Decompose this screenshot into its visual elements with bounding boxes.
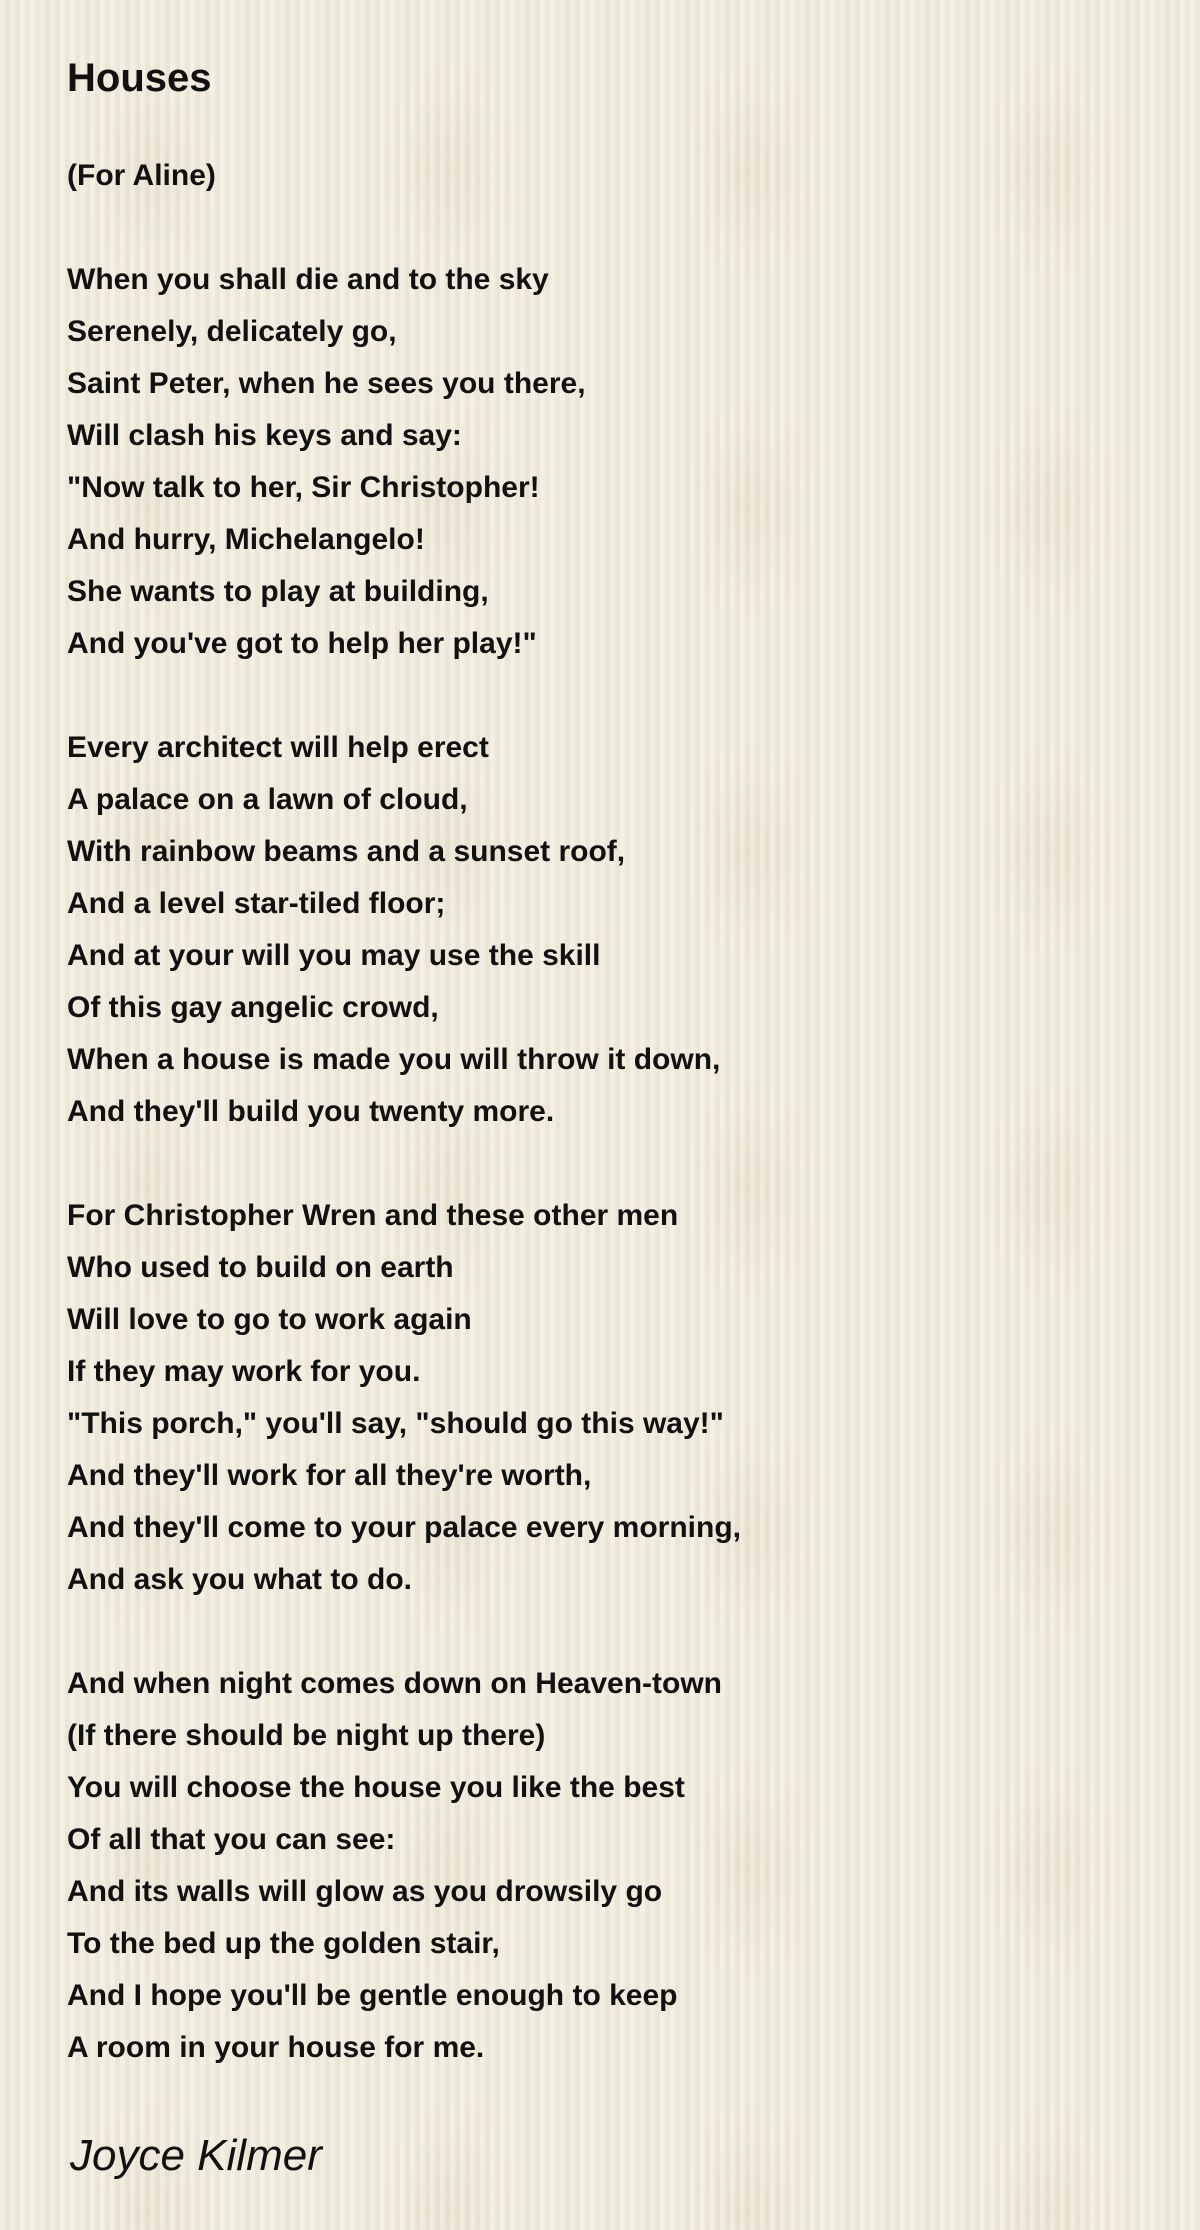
poem-line: And you've got to help her play!" bbox=[67, 627, 537, 660]
poem-line: Saint Peter, when he sees you there, bbox=[67, 367, 586, 400]
poem-line: Who used to build on earth bbox=[67, 1251, 454, 1284]
poem-line: And at your will you may use the skill bbox=[67, 939, 601, 972]
poem-line: To the bed up the golden stair, bbox=[67, 1927, 500, 1960]
poem-line: If they may work for you. bbox=[67, 1355, 421, 1388]
poem-line: She wants to play at building, bbox=[67, 575, 489, 608]
poem-line: And they'll build you twenty more. bbox=[67, 1095, 555, 1128]
poem-line: Every architect will help erect bbox=[67, 731, 489, 764]
stanza-4 bbox=[67, 1658, 1147, 2074]
poem-line: Will clash his keys and say: bbox=[67, 419, 462, 452]
poem-line: And I hope you'll be gentle enough to keep bbox=[67, 1979, 678, 2012]
poem-line: And hurry, Michelangelo! bbox=[67, 523, 425, 556]
poem-line: Will love to go to work again bbox=[67, 1303, 472, 1336]
poem-line: With rainbow beams and a sunset roof, bbox=[67, 835, 626, 868]
stanza-1 bbox=[67, 254, 1147, 670]
poem-line: And its walls will glow as you drowsily go bbox=[67, 1875, 663, 1908]
poem-line: A palace on a lawn of cloud, bbox=[67, 783, 468, 816]
poem-dedication: (For Aline) bbox=[67, 159, 216, 192]
poem-line: "Now talk to her, Sir Christopher! bbox=[67, 471, 540, 504]
poem-line: Of all that you can see: bbox=[67, 1823, 396, 1856]
poem-line: (If there should be night up there) bbox=[67, 1719, 546, 1752]
poem-line: Serenely, delicately go, bbox=[67, 315, 397, 348]
poem-title: Houses bbox=[67, 56, 212, 100]
poem-author: Joyce Kilmer bbox=[70, 2131, 322, 2180]
poem-line: You will choose the house you like the best bbox=[67, 1771, 685, 1804]
poem-line: And a level star-tiled floor; bbox=[67, 887, 446, 920]
stanza-3 bbox=[67, 1190, 1147, 1606]
poem-line: "This porch," you'll say, "should go this way!" bbox=[67, 1407, 724, 1440]
poem-line: And ask you what to do. bbox=[67, 1563, 413, 1596]
poem-line: When you shall die and to the sky bbox=[67, 263, 549, 296]
poem-container bbox=[67, 48, 1147, 2186]
stanza-2 bbox=[67, 722, 1147, 1138]
poem-line: And they'll come to your palace every morning, bbox=[67, 1511, 741, 1544]
poem-line: A room in your house for me. bbox=[67, 2031, 485, 2064]
poem-line: And they'll work for all they're worth, bbox=[67, 1459, 592, 1492]
poem-line: Of this gay angelic crowd, bbox=[67, 991, 439, 1024]
poem-line: When a house is made you will throw it down, bbox=[67, 1043, 721, 1076]
poem-line: For Christopher Wren and these other men bbox=[67, 1199, 679, 1232]
poem-line: And when night comes down on Heaven-town bbox=[67, 1667, 723, 1700]
